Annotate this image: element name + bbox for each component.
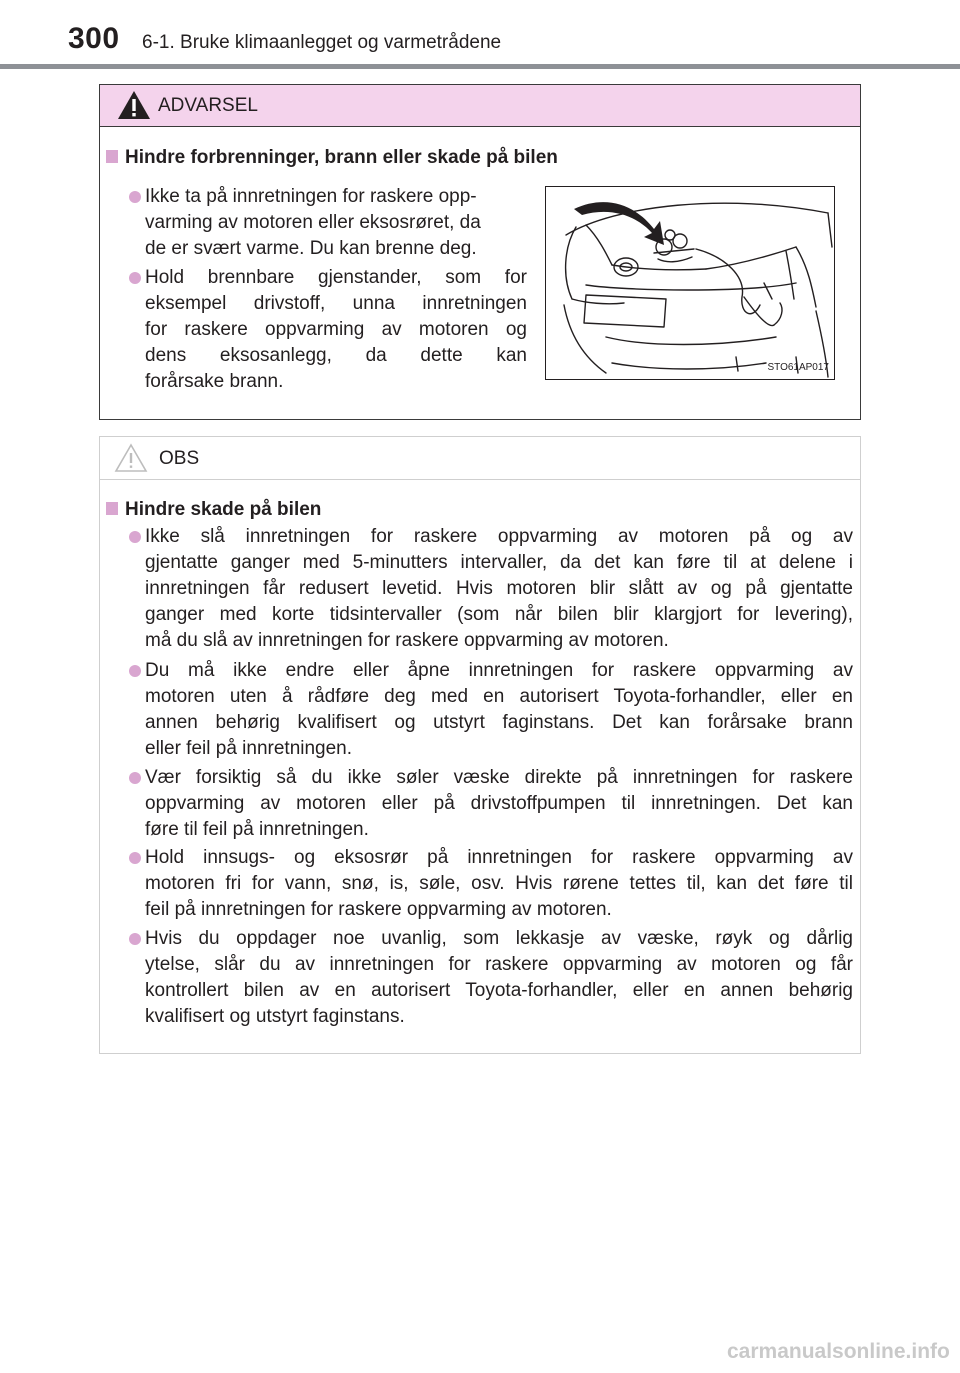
car-front-illustration (545, 186, 835, 380)
caution-bullet (145, 658, 853, 762)
bullet-line: oppvarming av motoren eller på drivstoffpumpen til innretningen. Det kan (145, 793, 853, 814)
bullet-dot-icon (129, 852, 141, 864)
page-number: 300 (68, 22, 120, 55)
warning-triangle-icon (116, 89, 152, 121)
bullet-dot-icon (129, 665, 141, 677)
caution-triangle-icon (114, 443, 148, 473)
heading-square-icon (106, 502, 118, 515)
bullet-dot-icon (129, 933, 141, 945)
bullet-line: kontrollert bilen av en autorisert Toyota-forhandler, eller en annen behørig (145, 980, 853, 1001)
caution-bullet (145, 845, 853, 923)
bullet-line: Hold innsugs- og eksosrør på innretningen for raskere oppvarming av (145, 847, 853, 868)
watermark: carmanualsonline.info (727, 1340, 950, 1363)
warning-bullet (145, 265, 527, 395)
bullet-line: annen behørig kvalifisert og utstyrt faginstans. Det kan forårsake brann (145, 712, 853, 733)
bullet-line: gjentatte ganger med 5-minutters intervaller, da det kan føre til at delene i (145, 552, 853, 573)
bullet-line: de er svært varme. Du kan brenne deg. (145, 238, 477, 259)
bullet-line: føre til feil på innretningen. (145, 819, 369, 840)
bullet-line: dens eksosanlegg, da dette kan (145, 345, 527, 366)
bullet-dot-icon (129, 772, 141, 784)
caution-bullet (145, 765, 853, 843)
bullet-line: ytelse, slår du av innretningen for raskere oppvarming av motoren og får (145, 954, 853, 975)
bullet-line: Du må ikke endre eller åpne innretningen for raskere oppvarming av (145, 660, 853, 681)
caution-header (100, 437, 860, 480)
caution-bullet (145, 524, 853, 654)
bullet-line: motoren uten å rådføre deg med en autorisert Toyota-forhandler, eller en (145, 686, 853, 707)
caution-heading (106, 499, 321, 521)
bullet-line: for raskere oppvarming av motoren og (145, 319, 527, 340)
bullet-line: eller feil på innretningen. (145, 738, 353, 759)
caution-bullet (145, 926, 853, 1030)
car-front-drawing (546, 187, 834, 379)
bullet-line: eksempel drivstoff, unna innretningen (145, 293, 527, 314)
bullet-dot-icon (129, 191, 141, 203)
section-title: 6-1. Bruke klimaanlegget og varmetrådene (142, 32, 502, 53)
bullet-line: motoren fri for vann, snø, is, søle, osv. Hvis rørene tettes til, kan det føre til (145, 873, 853, 894)
bullet-line: varming av motoren eller eksosrøret, da (145, 212, 481, 233)
warning-header (100, 85, 860, 127)
bullet-dot-icon (129, 272, 141, 284)
heading-square-icon (106, 150, 118, 163)
caution-heading-text: Hindre skade på bilen (125, 499, 322, 520)
bullet-line: innretningen får redusert levetid. Hvis motoren blir slått av og på gjentatte (145, 578, 853, 599)
warning-bullet (145, 184, 527, 262)
bullet-line: feil på innretningen for raskere oppvarming av motoren. (145, 899, 612, 920)
page-header (0, 0, 960, 70)
warning-heading-text: Hindre forbrenninger, brann eller skade på bilen (125, 147, 558, 168)
header-rule (0, 64, 960, 69)
bullet-line: ganger med korte tidsintervaller (som når bilen blir klargjort for levering), (145, 604, 853, 625)
bullet-line: Ikke ta på innretningen for raskere opp- (145, 186, 477, 207)
bullet-line: Ikke slå innretningen for raskere oppvarming av motoren på og av (145, 526, 853, 547)
bullet-line: kvalifisert og utstyrt faginstans. (145, 1006, 405, 1027)
bullet-line: Vær forsiktig så du ikke søler væske direkte på innretningen for raskere (145, 767, 853, 788)
warning-heading (106, 147, 558, 169)
bullet-line: må du slå av innretningen for raskere oppvarming av motoren. (145, 630, 669, 651)
bullet-line: forårsake brann. (145, 371, 284, 392)
bullet-line: Hvis du oppdager noe uvanlig, som lekkasje av væske, røyk og dårlig (145, 928, 853, 949)
warning-label: ADVARSEL (158, 95, 258, 116)
caution-label: OBS (159, 448, 200, 469)
bullet-line: Hold brennbare gjenstander, som for (145, 267, 527, 288)
illustration-code: STO61AP017 (767, 362, 829, 373)
bullet-dot-icon (129, 531, 141, 543)
